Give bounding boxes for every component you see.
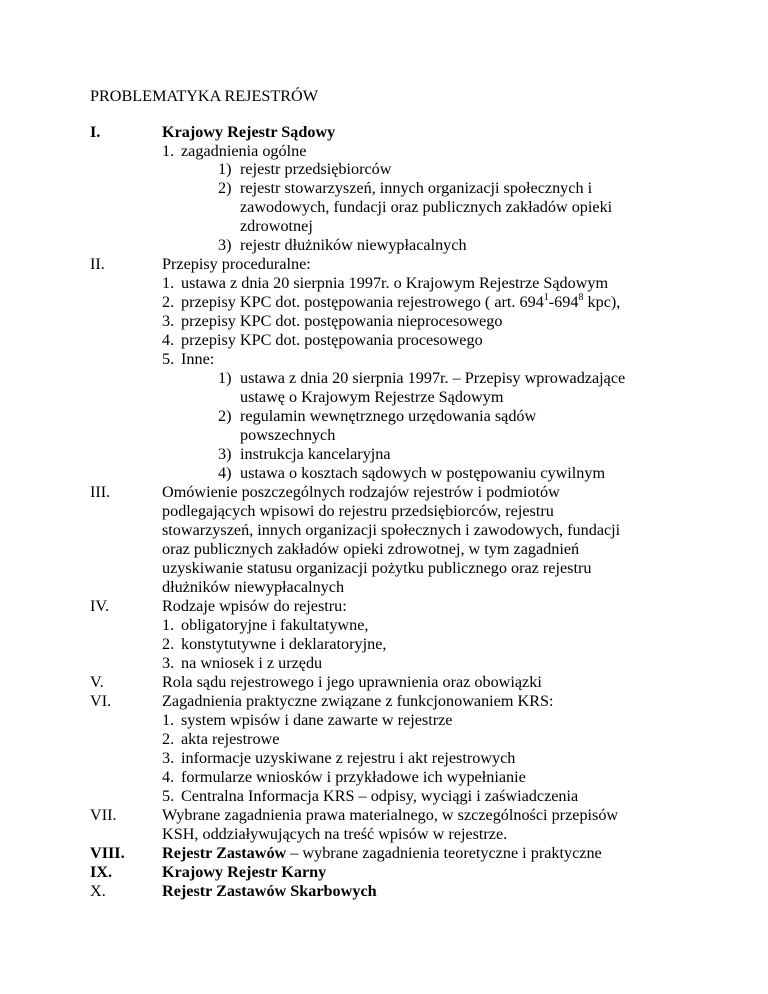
section-heading: Krajowy Rejestr Sądowy	[162, 123, 336, 141]
section-heading-rest: – wybrane zagadnienia teoretyczne i praktyczne	[286, 844, 602, 862]
section-heading: Zagadnienia praktyczne związane z funkcjonowaniem KRS:	[162, 692, 554, 710]
text-part: -694	[548, 293, 579, 311]
list-number: 4.	[162, 768, 175, 786]
list-number: 1.	[162, 274, 175, 292]
section-heading: Rejestr Zastawów Skarbowych	[162, 882, 377, 900]
list-item-text: przepisy KPC dot. postępowania nieprocesowego	[181, 312, 503, 330]
section-heading: Rodzaje wpisów do rejestru:	[162, 597, 347, 615]
page-title: PROBLEMATYKA REJESTRÓW	[90, 87, 318, 105]
paragraph-line: oraz publicznych zakładów opieki zdrowotnej, w tym zagadnień	[162, 540, 580, 558]
list-item-text: konstytutywne i deklaratoryjne,	[181, 635, 387, 653]
list-number: 3.	[162, 312, 175, 330]
list-item-text: zawodowych, fundacji oraz publicznych zakładów opieki	[240, 198, 613, 216]
list-item-text: rejestr stowarzyszeń, innych organizacji społecznych i	[240, 179, 593, 197]
list-number: 1)	[218, 160, 232, 178]
list-item-text: ustawę o Krajowym Rejestrze Sądowym	[240, 388, 504, 406]
paragraph-line: KSH, oddziaływujących na treść wpisów w rejestrze.	[162, 825, 508, 843]
paragraph-line: podlegających wpisowi do rejestru przedsiębiorców, rejestru	[162, 502, 554, 520]
list-number: 2.	[162, 635, 175, 653]
list-item-text: akta rejestrowe	[181, 730, 280, 748]
text-part: kpc),	[583, 293, 621, 311]
text-part: przepisy KPC dot. postępowania rejestrowego ( art. 694	[181, 293, 544, 311]
list-number: 5.	[162, 350, 175, 368]
section-heading: Krajowy Rejestr Karny	[162, 863, 327, 881]
section-heading: Rola sądu rejestrowego i jego uprawnienia oraz obowiązki	[162, 673, 542, 691]
list-item-text: zdrowotnej	[240, 217, 313, 235]
section-numeral: VI.	[90, 692, 112, 710]
list-item-text: instrukcja kancelaryjna	[240, 445, 391, 463]
list-item-text: ustawa z dnia 20 sierpnia 1997r. o Krajowym Rejestrze Sądowym	[181, 274, 609, 292]
section-numeral: V.	[90, 673, 104, 691]
section-numeral: II.	[90, 255, 105, 273]
list-number: 3.	[162, 749, 175, 767]
list-number: 4.	[162, 331, 175, 349]
list-number: 3)	[218, 236, 232, 254]
section-heading	[162, 844, 602, 863]
paragraph-line: Wybrane zagadnienia prawa materialnego, w szczególności przepisów	[162, 806, 619, 824]
list-number: 1.	[162, 142, 175, 160]
section-numeral: X.	[90, 882, 106, 900]
section-numeral: VII.	[90, 806, 117, 824]
list-item-text	[181, 293, 620, 312]
section-heading-bold: Rejestr Zastawów	[162, 844, 287, 862]
list-number: 1.	[162, 616, 175, 634]
superscript: 8	[578, 291, 584, 303]
list-number: 4)	[218, 464, 232, 482]
list-item-text: rejestr przedsiębiorców	[240, 160, 392, 178]
list-number: 3.	[162, 654, 175, 672]
list-item-text: regulamin wewnętrznego urzędowania sądów	[240, 407, 537, 425]
list-number: 2.	[162, 293, 175, 311]
list-item-text: Inne:	[181, 350, 215, 368]
list-number: 2)	[218, 179, 232, 197]
list-number: 1.	[162, 711, 175, 729]
list-item-text: przepisy KPC dot. postępowania procesowego	[181, 331, 483, 349]
section-numeral: III.	[90, 483, 111, 501]
list-number: 2.	[162, 730, 175, 748]
section-numeral: I.	[90, 123, 101, 141]
list-item-text: na wniosek i z urzędu	[181, 654, 323, 672]
list-item-text: ustawa o kosztach sądowych w postępowaniu cywilnym	[240, 464, 606, 482]
paragraph-line: uzyskiwanie statusu organizacji pożytku publicznego oraz rejestru	[162, 559, 592, 577]
list-item-text: Centralna Informacja KRS – odpisy, wyciągi i zaświadczenia	[181, 787, 579, 805]
list-number: 5.	[162, 787, 175, 805]
list-item-text: system wpisów i dane zawarte w rejestrze	[181, 711, 453, 729]
list-item-text: zagadnienia ogólne	[181, 142, 307, 160]
list-number: 3)	[218, 445, 232, 463]
list-number: 2)	[218, 407, 232, 425]
section-numeral: VIII.	[90, 844, 125, 862]
superscript: 1	[543, 291, 549, 303]
paragraph-line: Omówienie poszczególnych rodzajów rejestrów i podmiotów	[162, 483, 560, 501]
section-numeral: IV.	[90, 597, 110, 615]
paragraph-line: dłużników niewypłacalnych	[162, 578, 345, 596]
list-item-text: formularze wniosków i przykładowe ich wypełnianie	[181, 768, 526, 786]
list-item-text: ustawa z dnia 20 sierpnia 1997r. – Przepisy wprowadzające	[240, 369, 626, 387]
list-item-text: powszechnych	[240, 426, 336, 444]
list-item-text: informacje uzyskiwane z rejestru i akt rejestrowych	[181, 749, 516, 767]
section-heading: Przepisy proceduralne:	[162, 255, 311, 273]
list-number: 1)	[218, 369, 232, 387]
section-numeral: IX.	[90, 863, 113, 881]
paragraph-line: stowarzyszeń, innych organizacji społecznych i zawodowych, fundacji	[162, 521, 621, 539]
list-item-text: rejestr dłużników niewypłacalnych	[240, 236, 467, 254]
list-item-text: obligatoryjne i fakultatywne,	[181, 616, 369, 634]
